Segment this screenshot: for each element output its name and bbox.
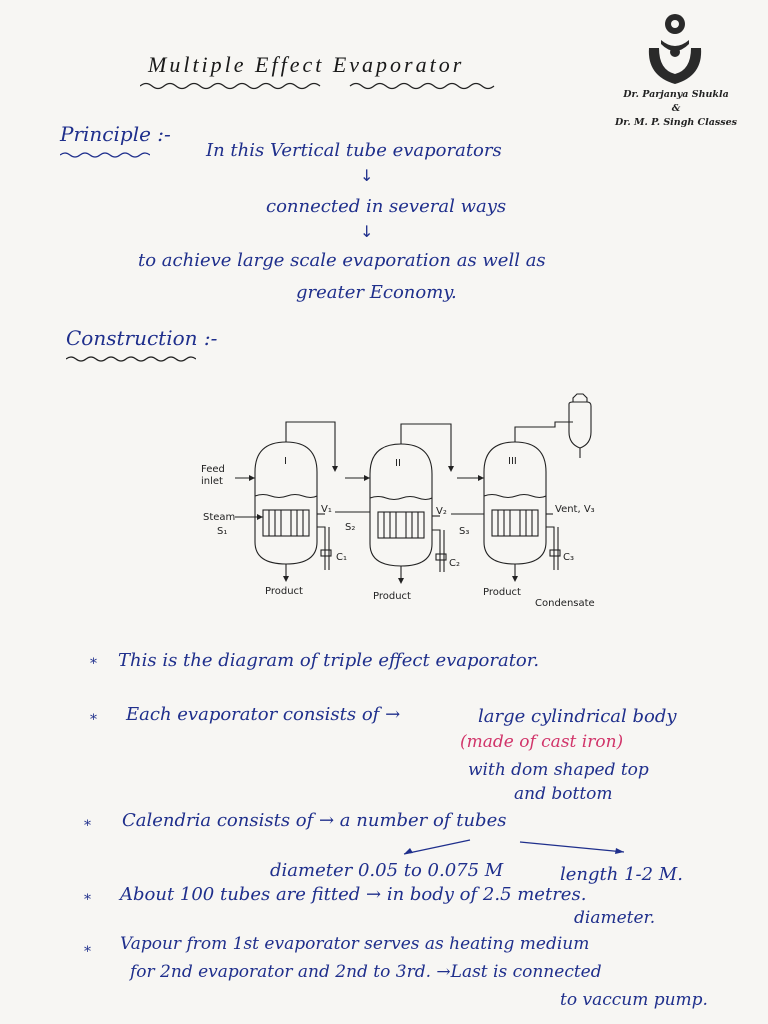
bullet-icon: *	[90, 712, 97, 728]
down-arrow-icon: ↓	[360, 166, 374, 185]
effect-3-label: III	[508, 456, 517, 467]
note-3: Calendria consists of → a number of tubes	[122, 810, 507, 831]
principle-line-2: connected in several ways	[266, 196, 507, 217]
note-5-line-1: Vapour from 1st evaporator serves as heating medium	[120, 934, 590, 954]
note-2-material: (made of cast iron)	[460, 732, 624, 752]
title-underline	[140, 80, 500, 92]
effect-2-body	[370, 444, 432, 566]
principle-heading: Principle :-	[60, 122, 171, 146]
note-3-length: length 1-2 M.	[560, 864, 683, 885]
note-2-bottom: and bottom	[514, 784, 613, 804]
vent-label: Vent, V₃	[555, 504, 595, 515]
note-2-shape: with dom shaped top	[468, 760, 649, 780]
note-5-line-2: for 2nd evaporator and 2nd to 3rd. →Last is connected	[130, 962, 602, 982]
bullet-icon: *	[84, 892, 91, 908]
bullet-icon: *	[84, 818, 91, 834]
s2-label: S₂	[345, 522, 356, 533]
brand-name-1: Dr. Parjanya Shukla	[623, 89, 729, 100]
feed-inlet-label-1: Feed	[201, 464, 225, 475]
principle-underline	[60, 150, 150, 160]
note-4-diameter: diameter.	[574, 908, 656, 928]
steam-label: Steam	[203, 512, 236, 523]
down-arrow-icon: ↓	[360, 222, 374, 241]
note-3-diameter: diameter 0.05 to 0.075 M	[270, 860, 504, 881]
brand-ampersand: &	[671, 103, 681, 114]
principle-line-4: greater Economy.	[296, 282, 457, 303]
product-label-1: Product	[265, 586, 303, 597]
v1-label: V₁	[321, 504, 332, 515]
note-3-split-arrows	[400, 838, 630, 858]
product-label-3: Product	[483, 587, 521, 598]
s3-label: S₃	[459, 526, 470, 537]
brand-block	[596, 10, 756, 130]
note-2-body: large cylindrical body	[478, 706, 677, 727]
condensate-label: Condensate	[535, 598, 595, 609]
brand-logo-icon	[641, 10, 711, 88]
note-2-lead: Each evaporator consists of →	[126, 704, 401, 725]
principle-line-3: to achieve large scale evaporation as well as	[138, 250, 546, 271]
note-5-line-3: to vaccum pump.	[560, 990, 708, 1010]
bullet-icon: *	[84, 944, 91, 960]
steam-s1-label: S₁	[217, 526, 228, 537]
c2-label: C₂	[449, 558, 460, 569]
principle-line-1: In this Vertical tube evaporators	[206, 140, 502, 161]
construction-heading: Construction :-	[66, 326, 218, 350]
note-4: About 100 tubes are fitted → in body of 2.5 metres.	[120, 884, 587, 905]
page-title: Multiple Effect Evaporator	[148, 52, 465, 77]
c3-label: C₃	[563, 552, 574, 563]
bullet-icon: *	[90, 656, 97, 672]
brand-name-2: Dr. M. P. Singh Classes	[615, 117, 737, 128]
effect-1-label: I	[284, 456, 287, 467]
effect-2-label: II	[395, 458, 401, 469]
note-1: This is the diagram of triple effect evaporator.	[118, 650, 540, 671]
triple-effect-evaporator-diagram	[195, 392, 615, 617]
c1-label: C₁	[336, 552, 347, 563]
feed-inlet-label-2: inlet	[201, 476, 223, 487]
v2-label: V₂	[436, 506, 447, 517]
construction-underline	[66, 354, 196, 364]
product-label-2: Product	[373, 591, 411, 602]
